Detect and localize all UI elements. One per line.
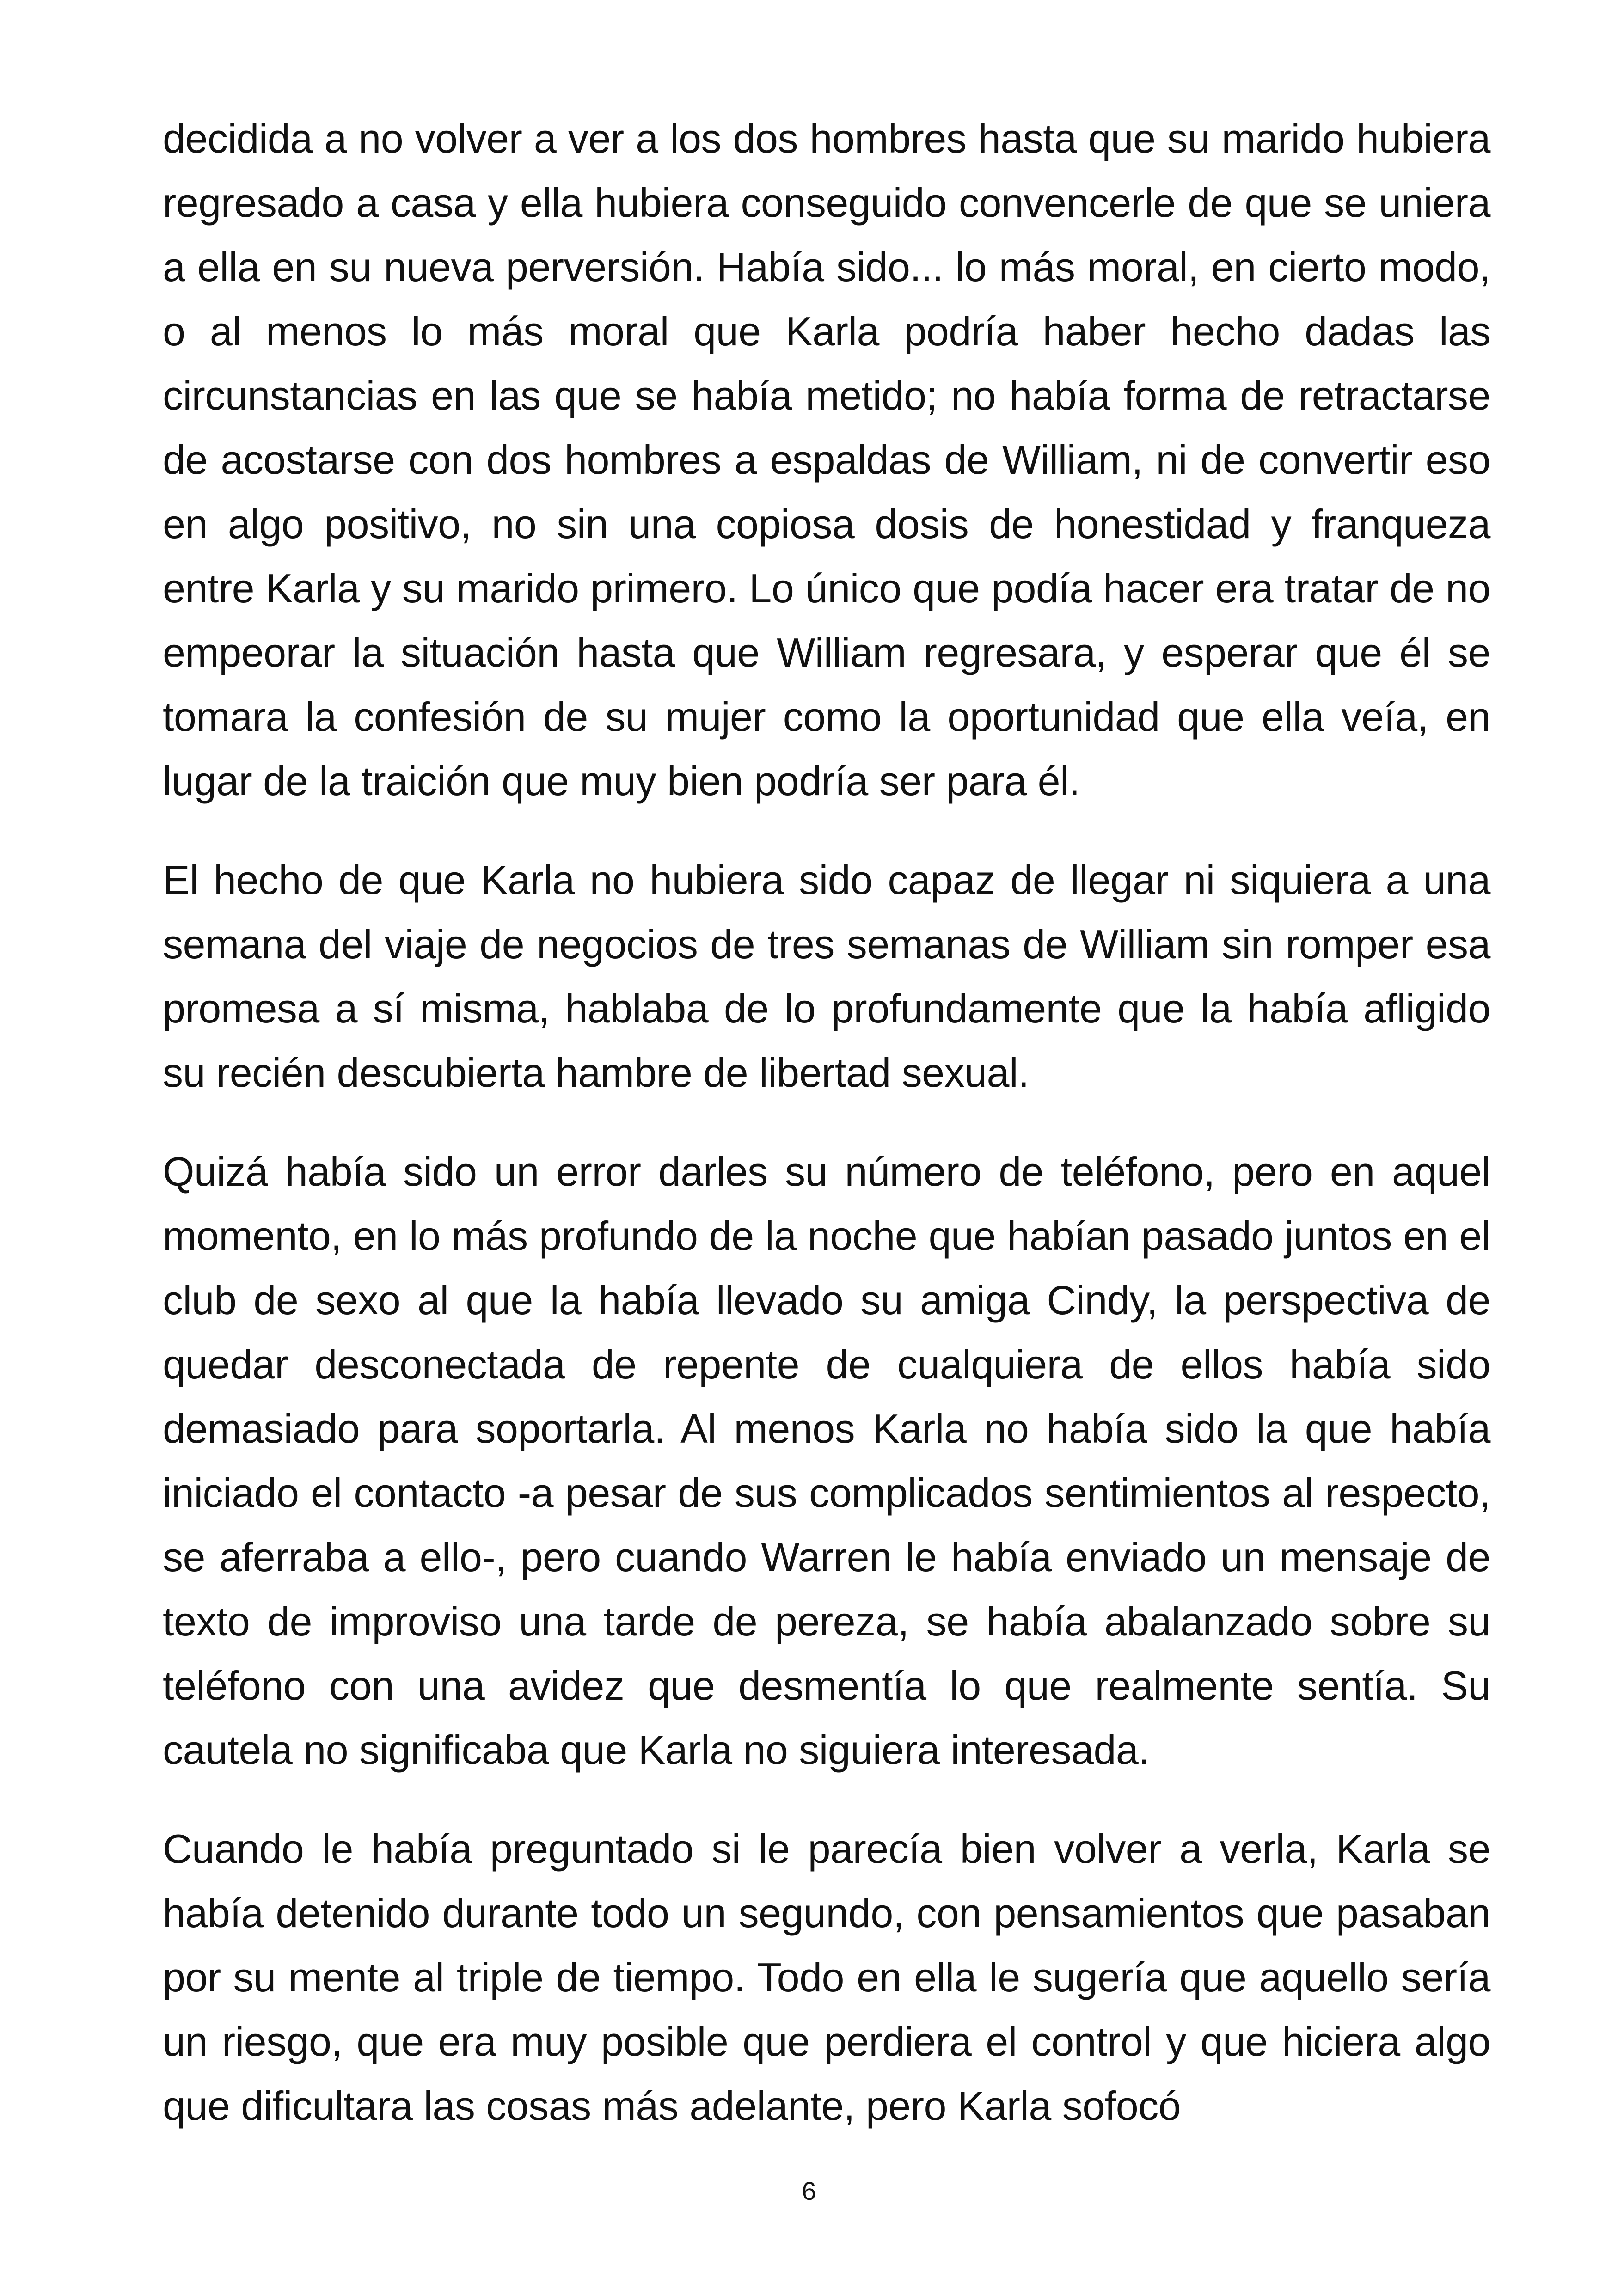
paragraph-1: decidida a no volver a ver a los dos hombres hasta que su marido hubiera regresado a casa y ella hubiera conseguido convencerle de que se uniera a ella en su nueva perversión. Había sido... lo más moral, en cierto modo, o al menos lo más moral que Karla podría haber hecho dadas las circunstancias en las que se había metido; no había forma de retractarse de acostarse con dos hombres a espaldas de William, ni de convertir eso en algo positivo, no sin una copiosa dosis de honestidad y franqueza entre Karla y su marido primero. Lo único que podía hacer era tratar de no empeorar la situación hasta que William regresara, y esperar que él se tomara la confesión de su mujer como la oportunidad que ella veía, en lugar de la traición que muy bien podría ser para él.	[163, 116, 1490, 804]
paragraph-3: Quizá había sido un error darles su número de teléfono, pero en aquel momento, en lo más profundo de la noche que habían pasado juntos en el club de sexo al que la había llevado su amiga Cindy, la perspectiva de quedar desconectada de repente de cualquiera de ellos había sido demasiado para soportarla. Al menos Karla no había sido la que había iniciado el contacto -a pesar de sus complicados sentimientos al respecto, se aferraba a ello-, pero cuando Warren le había enviado un mensaje de texto de improviso una tarde de pereza, se había abalanzado sobre su teléfono con una avidez que desmentía lo que realmente sentía. Su cautela no significaba que Karla no siguiera interesada.	[163, 1149, 1490, 1773]
page-number: 6	[802, 2176, 816, 2205]
body-text	[163, 106, 1490, 2173]
paragraph-4: Cuando le había preguntado si le parecía bien volver a verla, Karla se había detenido durante todo un segundo, con pensamientos que pasaban por su mente al triple de tiempo. Todo en ella le sugería que aquello sería un riesgo, que era muy posible que perdiera el control y que hiciera algo que dificultara las cosas más adelante, pero Karla sofocó	[163, 1826, 1490, 2129]
paragraph-2: El hecho de que Karla no hubiera sido capaz de llegar ni siquiera a una semana del viaje de negocios de tres semanas de William sin romper esa promesa a sí misma, hablaba de lo profundamente que la había afligido su recién descubierta hambre de libertad sexual.	[163, 857, 1490, 1096]
